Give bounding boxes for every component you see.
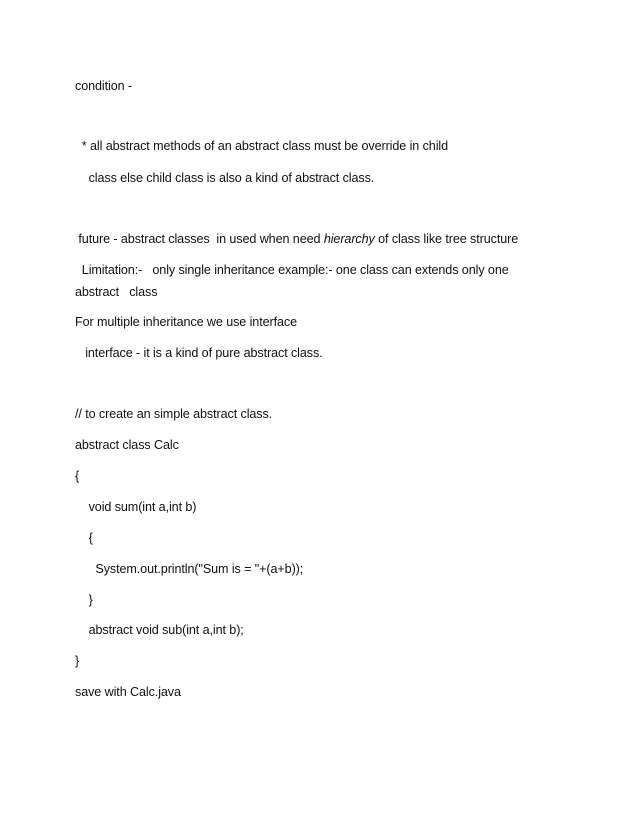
code-open-method-brace: { bbox=[75, 531, 93, 545]
code-close-method-brace: } bbox=[75, 593, 93, 607]
save-note: save with Calc.java bbox=[75, 685, 181, 699]
future-line bbox=[75, 231, 518, 247]
rule-line-1: * all abstract methods of an abstract class must be override in child bbox=[75, 139, 448, 153]
multiple-inheritance-line: For multiple inheritance we use interface bbox=[75, 315, 297, 329]
code-println: System.out.println("Sum is = "+(a+b)); bbox=[75, 562, 304, 576]
code-close-class-brace: } bbox=[75, 654, 80, 668]
code-comment: // to create an simple abstract class. bbox=[75, 407, 273, 421]
future-prefix: future - abstract classes in used when need bbox=[75, 232, 324, 246]
future-suffix: of class like tree structure bbox=[374, 232, 519, 246]
code-method-sum: void sum(int a,int b) bbox=[75, 500, 197, 514]
limitation-line-2: abstract class bbox=[75, 285, 158, 299]
condition-heading: condition - bbox=[75, 79, 133, 93]
code-abstract-method: abstract void sub(int a,int b); bbox=[75, 623, 244, 637]
code-class-declaration: abstract class Calc bbox=[75, 438, 179, 452]
rule-line-2: class else child class is also a kind of abstract class. bbox=[75, 171, 375, 185]
future-italic-word: hierarchy bbox=[323, 232, 375, 246]
limitation-line-1: Limitation:- only single inheritance example:- one class can extends only one bbox=[75, 263, 509, 277]
code-open-class-brace: { bbox=[75, 469, 80, 483]
interface-definition-line: interface - it is a kind of pure abstract class. bbox=[75, 346, 323, 360]
